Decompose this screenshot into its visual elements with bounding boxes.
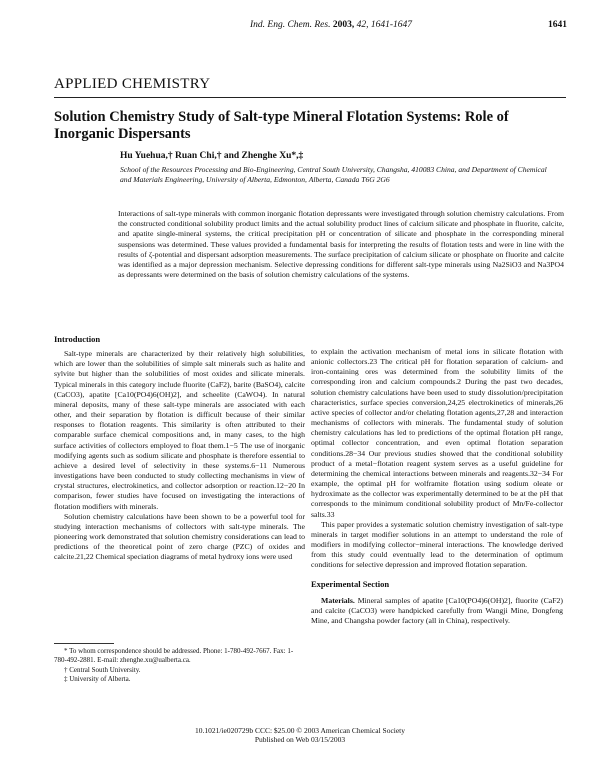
materials-paragraph [311,596,563,626]
section-tag: APPLIED CHEMISTRY [54,76,211,92]
right-column [311,347,563,626]
journal-volume: 42, [356,20,369,30]
footnote-dagger: † Central South University. [64,665,141,674]
footnote-ddagger: ‡ University of Alberta. [64,675,131,684]
intro-paragraph-3: to explain the activation mechanism of metal ions in silicate flotation with anionic collectors.23 The critical pH for flotation separation of calcium- and iron-containing ores was determined from the solubility limits of the corresponding iron and calcium compounds.2 During the past two decades, solution chemistry calculations have been used to study dissolution/precipitation characteristics, surface species conversion,24,25 electrokinetics of minerals,26 active species of collector and/or chelating flotation agents,27,28 and interaction mechanisms of collectors with minerals. The fundamental study of solution chemistry calculations has led to predictions of the optimal flotation pH range, optimal collector concentration, and even optimal flotation separation conditions.28−34 Our previous studies showed that the conditional solubility product of a metal−flotation reagent system serves as a useful guideline for determining the chemical interactions between minerals and reagents.32−34 For example, the optimal pH for wolframite flotation using sodium oleate or hydroximate as the collector was experimentally determined to be at the pH that corresponds to the minimum conditional solubility product of Mn/Fe-collector salts.33 [311,347,563,519]
materials-label: Materials. [321,595,355,605]
experimental-heading: Experimental Section [311,579,390,590]
footnote-divider [54,643,114,644]
journal-header [250,20,412,30]
materials-text: Mineral samples of apatite [Ca10(PO4)6(OH)2], fluorite (CaF2) and calcite (CaCO3) were handpicked carefully from Wangji Mine, Dongfeng Mine, and Changsha powder factory (all in China), respectively. [311,595,563,625]
page-footer [0,726,600,744]
journal-name: Ind. Eng. Chem. Res. [250,20,331,30]
intro-paragraph-1: Salt-type minerals are characterized by their relatively high solubilities, which are lower than the solubilities of simple salt minerals such as halite and sylvite but higher than the solubilities of most oxides and silicate minerals. Typical minerals in this category include fluorite (CaF2), barite (BaSO4), calcite (CaCO3), apatite [Ca10(PO4)6(OH)2], and scheelite (CaWO4). In natural mineral deposits, many of these salt-type minerals are associated with each other, and their separation by flotation is difficult because of their similar responses to flotation reagents. This similarity is often attributed to their comparable surface chemical compositions and, in many cases, to the high surface activities of collectors employed to float them.1−5 The use of inorganic modifying agents such as sodium silicate and phosphate is therefore essential to achieve a desired level of selectivity in these systems.6−11 Numerous investigations have been conducted to study collecting mechanisms in view of crystal structures, electrokinetics, and collector adsorption or reaction.12−20 In comparison, fewer studies have focused on investigating the interactions of flotation modifiers with minerals. [54,349,305,511]
published-date: Published on Web 03/15/2003 [254,735,346,744]
left-column [54,334,305,562]
footnotes [54,643,305,685]
section-divider [54,97,566,98]
doi-line: 10.1021/ie020729b CCC: $25.00 © 2003 American Chemical Society [194,726,406,735]
authors: Hu Yuehua,† Ruan Chi,† and Zhenghe Xu*,‡ [120,151,304,161]
paper-title: Solution Chemistry Study of Salt-type Mineral Flotation Systems: Role of Inorganic Dispersants [54,109,509,142]
page-number: 1641 [548,20,567,30]
affiliation: School of the Resources Processing and Bio-Engineering, Central South University, Changsha, 410083 China, and Department of Chemical and Materials Engineering, University of Alberta, Edmonton, Alberta, Canada T6G 2G6 [120,165,547,185]
intro-paragraph-4: This paper provides a systematic solution chemistry investigation of salt-type minerals in target modifier solutions in an attempt to understand the role of modifiers in modifying collector−mineral interactions. The knowledge derived from this study could eventually lead to the determination of optimum conditions for selective depression and improved flotation separation. [311,519,563,570]
journal-year: 2003, [332,20,355,30]
introduction-heading: Introduction [54,334,101,344]
intro-paragraph-2: Solution chemistry calculations have been shown to be a powerful tool for studying interaction mechanisms of collectors with salt-type minerals. The pioneering work demonstrated that solution chemistry considerations can lead to predictions of the theoretical point of zero charge (PZC) of oxides and calcite.21,22 Chemical speciation diagrams of metal hydroxy ions were used [54,511,305,562]
abstract: Interactions of salt-type minerals with common inorganic flotation depressants were investigated through solution chemistry calculations. From the constructed conditional solubility product limits and the actual solubility product lines of calcium silicate and phosphate in fluorite, calcite, and apatite single-mineral systems, the critical precipitation pH or concentration of silicate and phosphate in the corresponding mineral suspensions was determined. These values provided a fundamental basis for interpreting the results of flotation tests and were in line with the results of ζ-potential and dispersant adsorption measurements. The surface precipitation of calcium silicate or phosphate on fluorite and calcite was identified as a major depression mechanism. Selective depressing conditions for different salt-type minerals using Na2SiO3 and Na3PO4 as depressants were determined on the basis of solution chemistry calculations of the systems. [118,209,564,280]
journal-pages: 1641-1647 [370,20,413,30]
footnote-corresponding: * To whom correspondence should be addressed. Phone: 1-780-492-7667. Fax: 1-780-492-2881. E-mail: zhenghe.xu@ualberta.ca. [54,647,294,664]
